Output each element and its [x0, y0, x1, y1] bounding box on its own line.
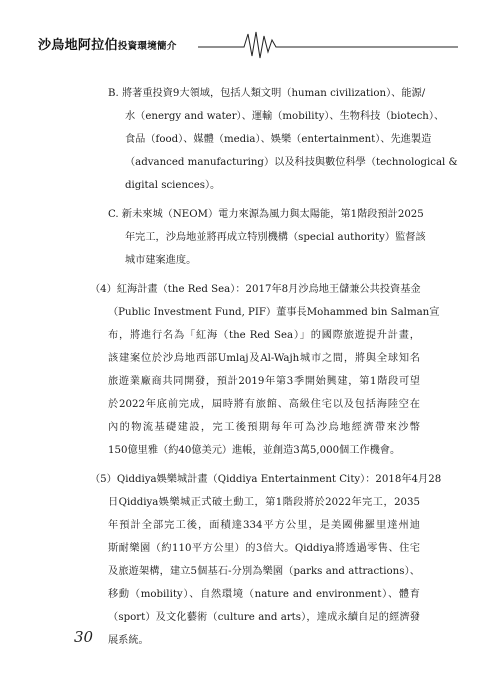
header-title-sub: 投資環境簡介: [117, 41, 177, 52]
item-b-line: 食品（food）、媒體（media）、娛樂（entertainment）、先進製造: [125, 134, 432, 145]
item-4-red-sea: [90, 278, 440, 462]
item-5-line: （5）Qiddiya娛樂城計畫（Qiddiya Entertainment City）：2018年4月28: [90, 474, 442, 485]
item-b-line: 水（energy and water）、運輸（mobility）、生物科技（biotech）、: [125, 111, 445, 122]
body-text: [90, 82, 458, 658]
item-c-line: C. 新未來城（NEOM）電力來源為風力與太陽能，第1階段預計2025: [108, 209, 424, 220]
item-c-line: 年完工，沙烏地並將再成立特別機構（special authority）監督該: [125, 232, 426, 243]
item-c: [108, 203, 426, 272]
item-5-line: 斯耐樂園（約110平方公里）的3倍大。Qiddiya將透過零售、住宅: [108, 543, 420, 554]
item-4-line: 布，將進行名為「紅海（the Red Sea）」的國際旅遊提升計畫，: [108, 330, 420, 341]
item-4-line: （Public Investment Fund, PIF）董事長Mohammed bin Salman宣: [108, 307, 440, 318]
item-5-line: 移動（mobility）、自然環境（nature and environment）、體育: [108, 589, 420, 600]
item-5-line: 展系統。: [108, 635, 149, 646]
item-c-line: 城市建案進度。: [125, 255, 197, 266]
item-5-qiddiya: [90, 468, 442, 652]
item-b-line: B. 將著重投資9大領域，包括人類文明（human civilization）、能源/: [108, 88, 426, 99]
item-5-line: 年預計全部完工後，面積達334平方公里，是美國佛羅里達州迪: [108, 520, 420, 531]
item-4-line: 該建案位於沙烏地西部Umlaj及Al-Wajh城市之間，將與全球知名: [108, 353, 420, 364]
page-header: [38, 22, 458, 62]
item-4-line: 150億里雅（約40億美元）進帳，並創造3萬5,000個工作機會。: [108, 445, 401, 456]
item-4-line: 內的物流基礎建設，完工後預期每年可為沙烏地經濟帶來沙幣: [108, 422, 420, 433]
page-number: 30: [74, 628, 94, 646]
header-title: [38, 34, 177, 53]
item-5-line: 日Qiddiya娛樂城正式破土動工，第1階段將於2022年完工，2035: [108, 497, 420, 508]
item-5-line: 及旅遊架構，建立5個基石-分別為樂園（parks and attractions）、: [108, 566, 420, 577]
item-b-line: digital sciences）。: [125, 180, 221, 191]
item-b-line: （advanced manufacturing）以及科技與數位科學（technological &: [125, 157, 458, 168]
item-4-line: 旅遊業廠商共同開發，預計2019年第3季開始興建，第1階段可望: [108, 376, 420, 387]
header-title-main: 沙烏地阿拉伯: [38, 38, 118, 53]
item-5-line: （sport）及文化藝術（culture and arts），達成永續自足的經濟發: [108, 612, 420, 623]
item-4-line: （4）紅海計畫（the Red Sea）：2017年8月沙烏地王儲兼公共投資基金: [90, 284, 421, 295]
item-4-line: 於2022年底前完成，屆時將有旅館、高級住宅以及包括海陸空在: [108, 399, 420, 410]
item-b: [108, 82, 458, 197]
